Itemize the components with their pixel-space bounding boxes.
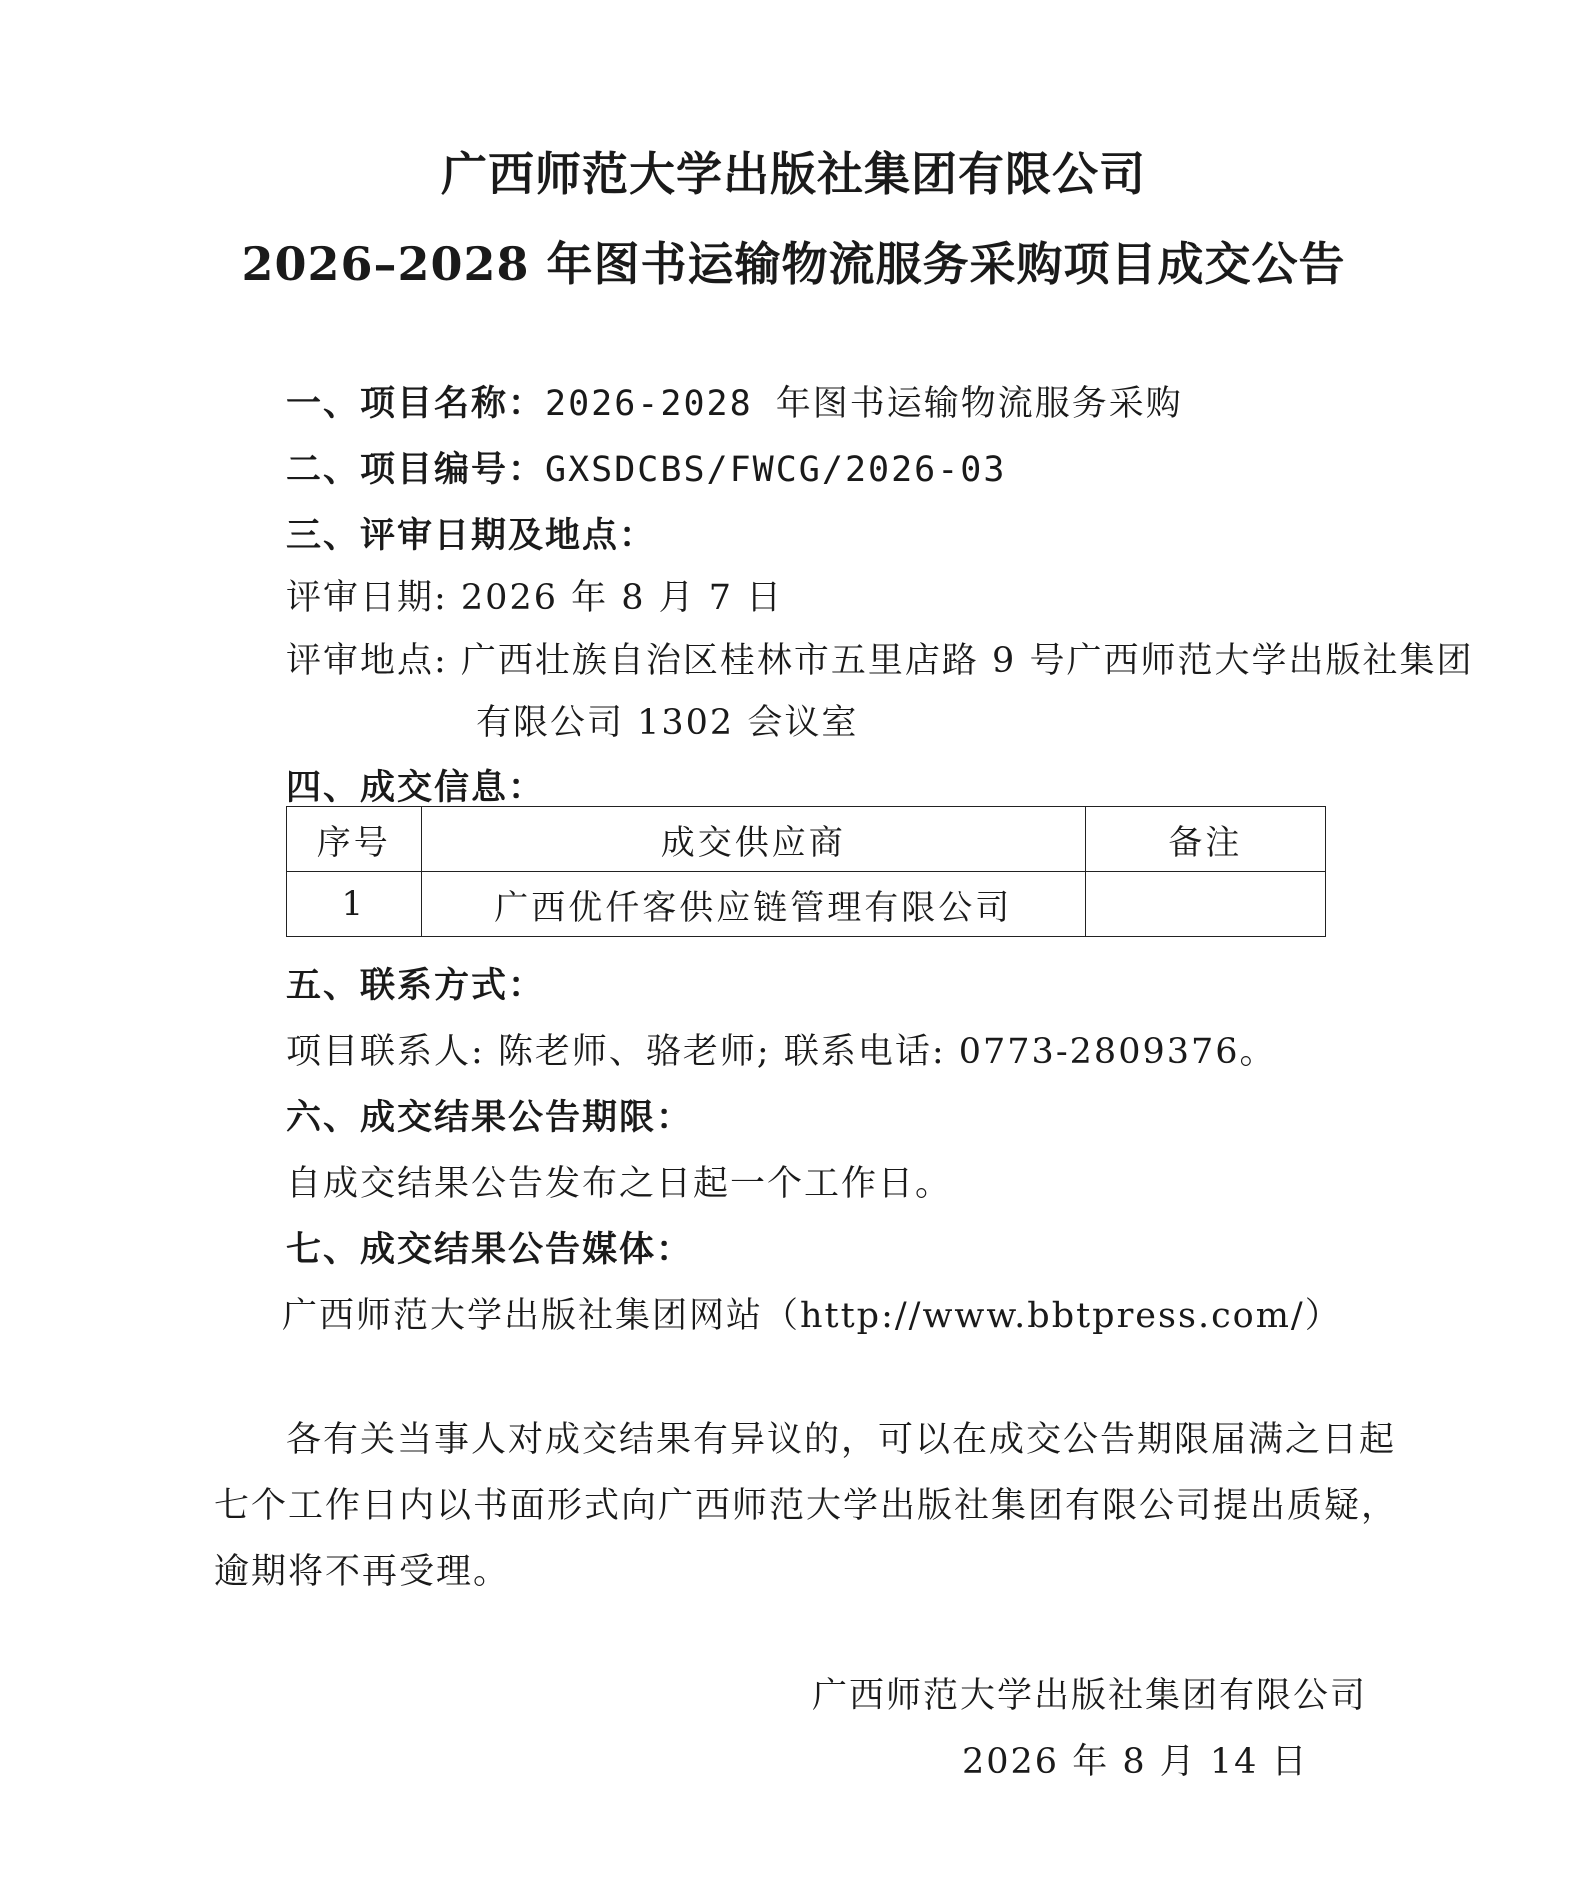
notice-line-3: 逾期将不再受理。 bbox=[214, 1552, 511, 1592]
table-header-row bbox=[287, 807, 1326, 872]
contact-heading: 五、联系方式： bbox=[286, 966, 546, 1006]
review-place-line-1: 评审地点: 广西壮族自治区桂林市五里店路 9 号广西师范大学出版社集团 bbox=[286, 641, 1474, 681]
media-info: 广西师范大学出版社集团网站（http://www.bbtpress.com/） bbox=[282, 1296, 1342, 1336]
cell-remark bbox=[1085, 872, 1325, 937]
signature-date: 2026 年 8 月 14 日 bbox=[962, 1742, 1309, 1782]
review-place-line-2: 有限公司 1302 会议室 bbox=[476, 703, 859, 743]
contact-info: 项目联系人: 陈老师、骆老师; 联系电话: 0773-2809376。 bbox=[286, 1032, 1277, 1072]
period-heading: 六、成交结果公告期限： bbox=[286, 1098, 694, 1138]
period-info: 自成交结果公告发布之日起一个工作日。 bbox=[286, 1164, 953, 1204]
table-row bbox=[287, 872, 1326, 937]
notice-line-1: 各有关当事人对成交结果有异议的，可以在成交公告期限届满之日起 bbox=[286, 1420, 1397, 1460]
media-heading: 七、成交结果公告媒体： bbox=[286, 1230, 694, 1270]
notice-line-2: 七个工作日内以书面形式向广西师范大学出版社集团有限公司提出质疑， bbox=[214, 1486, 1399, 1526]
project-name-row bbox=[286, 376, 1183, 426]
project-number-value: GXSDCBS/FWCG/2026-03 bbox=[545, 450, 1007, 490]
signature-org: 广西师范大学出版社集团有限公司 bbox=[812, 1676, 1368, 1716]
project-number-label: 二、项目编号： bbox=[286, 450, 546, 490]
col-header-remark: 备注 bbox=[1085, 807, 1325, 872]
col-header-seq: 序号 bbox=[287, 807, 422, 872]
project-number-row bbox=[286, 442, 1006, 492]
review-date: 评审日期: 2026 年 8 月 7 日 bbox=[286, 578, 784, 618]
review-heading: 三、评审日期及地点： bbox=[286, 516, 657, 556]
project-name-value: 2026-2028 年图书运输物流服务采购 bbox=[545, 384, 1183, 424]
deal-table bbox=[286, 806, 1326, 937]
title-line-1: 广西师范大学出版社集团有限公司 bbox=[441, 147, 1146, 201]
col-header-supplier: 成交供应商 bbox=[421, 807, 1085, 872]
title-line-2: 2026–2028 年图书运输物流服务采购项目成交公告 bbox=[241, 237, 1346, 291]
deal-info-heading: 四、成交信息： bbox=[286, 768, 546, 808]
cell-supplier: 广西优仟客供应链管理有限公司 bbox=[421, 872, 1085, 937]
cell-seq: 1 bbox=[287, 872, 422, 937]
project-name-label: 一、项目名称： bbox=[286, 384, 546, 424]
